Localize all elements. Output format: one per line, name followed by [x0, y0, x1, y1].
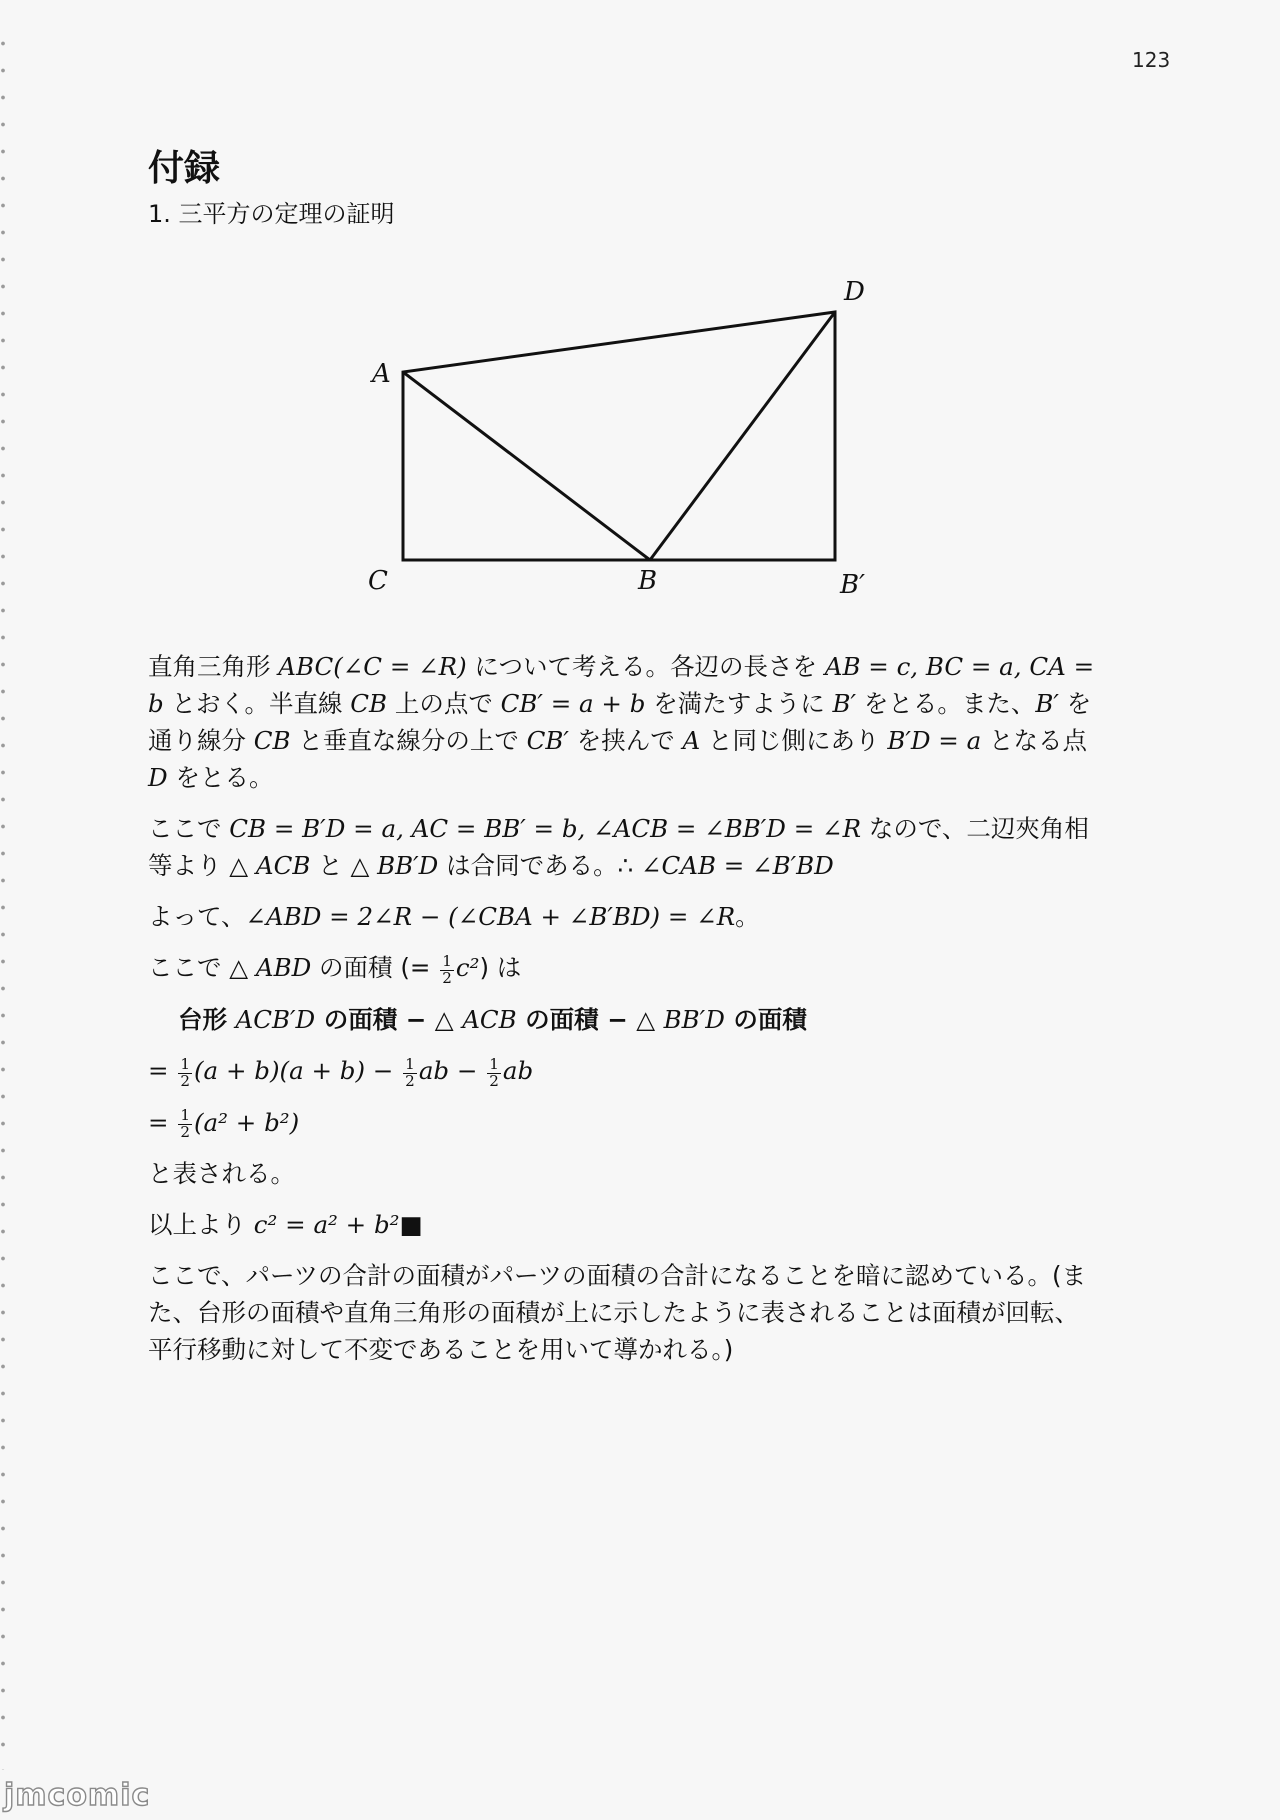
segment-bd	[650, 312, 835, 560]
label-b: B	[638, 566, 658, 596]
watermark-logo: jmcomic	[4, 1778, 151, 1813]
appendix-title: 付録	[148, 148, 221, 189]
equation-line-2: = $\frac{1}{2}$ (a² + b²)	[148, 1106, 300, 1142]
paragraph-expressed: と表される。	[148, 1159, 295, 1189]
paragraph-congruence: ここで CB = B′D = a, AC = BB′ = b, ∠ACB = ∠BB′D = ∠R なので、二辺夾角相等より △ ACB と △ BB′D は合同である。∴ ∠CAB = ∠B′BD	[148, 814, 1089, 880]
label-d: D	[844, 277, 865, 307]
paragraph-conclusion: 以上より c² = a² + b²■	[148, 1210, 423, 1240]
label-a: A	[372, 359, 391, 389]
equation-line-1: = $\frac{1}{2}$ (a + b)(a + b) − $\frac{1}{2}$ ab − $\frac{1}{2}$ ab	[148, 1054, 534, 1090]
paragraph-remark: ここで、パーツの合計の面積がパーツの面積の合計になることを暗に認めている。(また、台形の面積や直角三角形の面積が上に示したように表されることは面積が回転、平行移動に対して不変であることを用いて導かれる。)	[148, 1261, 1087, 1365]
label-c: C	[368, 566, 388, 596]
paragraph-right-angle: よって、∠ABD = 2∠R − (∠CBA + ∠B′BD) = ∠R。	[148, 902, 760, 931]
segment-ab	[403, 372, 650, 560]
paragraph-area: ここで △ ABD の面積 (= $\frac{1}{2}$ c²) は	[148, 951, 522, 987]
proof-text	[148, 648, 1098, 1382]
page-number: 123	[1132, 48, 1171, 72]
proof-figure	[360, 270, 880, 600]
qed-mark: ■	[399, 1210, 423, 1240]
section-heading: 1. 三平方の定理の証明	[148, 200, 395, 228]
area-decomposition: 台形 ACB′D の面積 − △ ACB の面積 − △ BB′D の面積	[178, 1004, 807, 1034]
paragraph-setup: 直角三角形 ABC(∠C = ∠R) について考える。各辺の長さを AB = c, BC = a, CA = b とおく。半直線 CB 上の点で CB′ = a + b を満たすように B′ をとる。また、B′ を通り線分 CB と垂直な線分の上で CB′ を挟んで A と同じ側にあり B′D = a となる点 D をとる。	[148, 652, 1095, 792]
binding-holes	[0, 30, 8, 1770]
label-b-prime: B′	[840, 570, 866, 600]
trapezoid-outline	[403, 312, 835, 560]
